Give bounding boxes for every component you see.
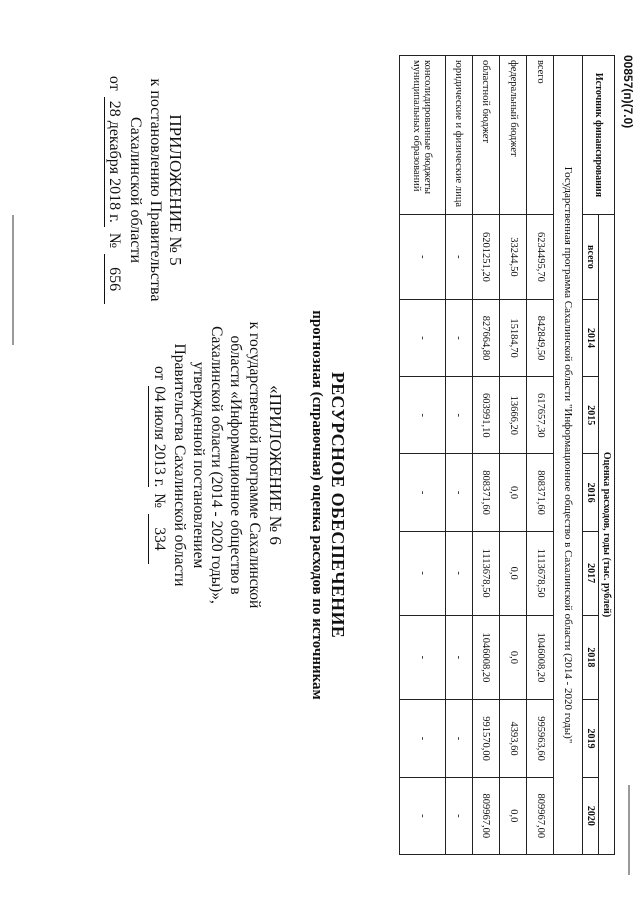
approval-number: 656 — [104, 254, 124, 304]
document-title-block — [308, 215, 348, 795]
approval-line: к постановлению Правительства — [146, 78, 164, 302]
row-source-name: федеральный бюджет — [499, 56, 526, 215]
header-year: 2015 — [583, 377, 599, 454]
row-year-value: - — [445, 615, 472, 700]
row-total: 6201251,20 — [472, 215, 499, 300]
row-year-value: 617657,30 — [527, 377, 554, 454]
header-year: 2019 — [583, 700, 599, 777]
row-year-value: 0,0 — [499, 615, 526, 700]
date-prefix: от — [150, 365, 168, 381]
row-total: - — [445, 215, 472, 300]
row-year-value: 1113678,50 — [472, 531, 499, 615]
row-year-value: - — [400, 377, 446, 454]
row-year-value: 0,0 — [499, 777, 526, 854]
row-year-value: 1046008,20 — [527, 615, 554, 700]
program-row: Государственная программа Сахалинской области "Информационное общество в Сахалинской области (2014 - 2020 годы)" — [554, 56, 583, 855]
row-source-name: областной бюджет — [472, 56, 499, 215]
row-year-value: 1113678,50 — [527, 531, 554, 615]
header-estimate: Оценка расходов, годы (тыс. рублей) — [599, 215, 615, 855]
row-year-value: 808371,60 — [472, 454, 499, 531]
document-subtitle: прогнозная (справочная) оценка расходов по источникам — [309, 310, 325, 700]
approval-block — [104, 35, 185, 345]
header-year: 2018 — [583, 615, 599, 700]
row-year-value: 13666,20 — [499, 377, 526, 454]
row-year-value: - — [400, 299, 446, 376]
row-year-value: - — [445, 377, 472, 454]
header-year: 2020 — [583, 777, 599, 854]
row-year-value: 15184,70 — [499, 299, 526, 376]
header-year: 2017 — [583, 531, 599, 615]
row-total: 33244,50 — [499, 215, 526, 300]
approval-date: 28 декабря 2018 г. — [104, 97, 124, 227]
table-row — [499, 56, 526, 855]
annex-line: утвержденной постановлением — [189, 361, 207, 569]
annex-line: области «Информационное общество в — [227, 335, 245, 595]
row-year-value: 0,0 — [499, 454, 526, 531]
row-year-value: - — [400, 531, 446, 615]
table-row — [400, 56, 446, 855]
row-year-value: 995963,60 — [527, 700, 554, 777]
annex-line: к государственной программе Сахалинской — [245, 321, 263, 609]
row-year-value: - — [445, 531, 472, 615]
row-source-name: всего — [527, 56, 554, 215]
resource-table-wrapper — [399, 55, 615, 855]
date-prefix: от — [106, 75, 124, 91]
approval-line: Сахалинской области — [127, 116, 145, 264]
number-label: № — [106, 232, 124, 249]
annex-line: Сахалинской области (2014 - 2020 годы)», — [208, 326, 226, 604]
row-year-value: 991570,00 — [472, 700, 499, 777]
row-year-value: - — [445, 777, 472, 854]
header-total: всего — [583, 215, 599, 300]
row-year-value: - — [445, 299, 472, 376]
annex-line: Правительства Сахалинской области — [171, 343, 189, 587]
row-year-value: - — [400, 615, 446, 700]
row-year-value: 4393,60 — [499, 700, 526, 777]
row-year-value: - — [400, 777, 446, 854]
row-year-value: 1046008,20 — [472, 615, 499, 700]
header-source: Источник финансирования — [583, 56, 615, 215]
row-year-value: - — [400, 454, 446, 531]
approval-heading: ПРИЛОЖЕНИЕ № 5 — [166, 114, 185, 266]
row-year-value: - — [445, 700, 472, 777]
row-source-name: юридические и физические лица — [445, 56, 472, 215]
annex-number: 334 — [148, 514, 168, 564]
annex-date: 04 июля 2013 г. — [148, 386, 168, 487]
row-year-value: 808371,60 — [527, 454, 554, 531]
header-year: 2014 — [583, 299, 599, 376]
row-total: - — [400, 215, 446, 300]
row-year-value: - — [400, 700, 446, 777]
table-row — [527, 56, 554, 855]
row-year-value: 0,0 — [499, 531, 526, 615]
number-label: № — [150, 493, 168, 509]
row-total: 6234495,70 — [527, 215, 554, 300]
document-title: РЕСУРСНОЕ ОБЕСПЕЧЕНИЕ — [328, 371, 348, 639]
annex-block — [148, 300, 285, 630]
approval-date-line — [104, 35, 124, 345]
row-source-name: консолидированные бюджеты муниципальных образований — [400, 56, 446, 215]
row-year-value: - — [445, 454, 472, 531]
row-year-value: 809967,00 — [472, 777, 499, 854]
table-row — [445, 56, 472, 855]
row-year-value: 809967,00 — [527, 777, 554, 854]
annex-heading: «ПРИЛОЖЕНИЕ № 6 — [266, 385, 285, 545]
header-year: 2016 — [583, 454, 599, 531]
resource-table — [399, 55, 615, 855]
table-row — [472, 56, 499, 855]
row-year-value: 603991,10 — [472, 377, 499, 454]
document-code: 00857(п)(7.0) — [621, 55, 635, 129]
row-year-value: 827664,80 — [472, 299, 499, 376]
annex-date-line — [148, 300, 168, 630]
row-year-value: 842849,50 — [527, 299, 554, 376]
